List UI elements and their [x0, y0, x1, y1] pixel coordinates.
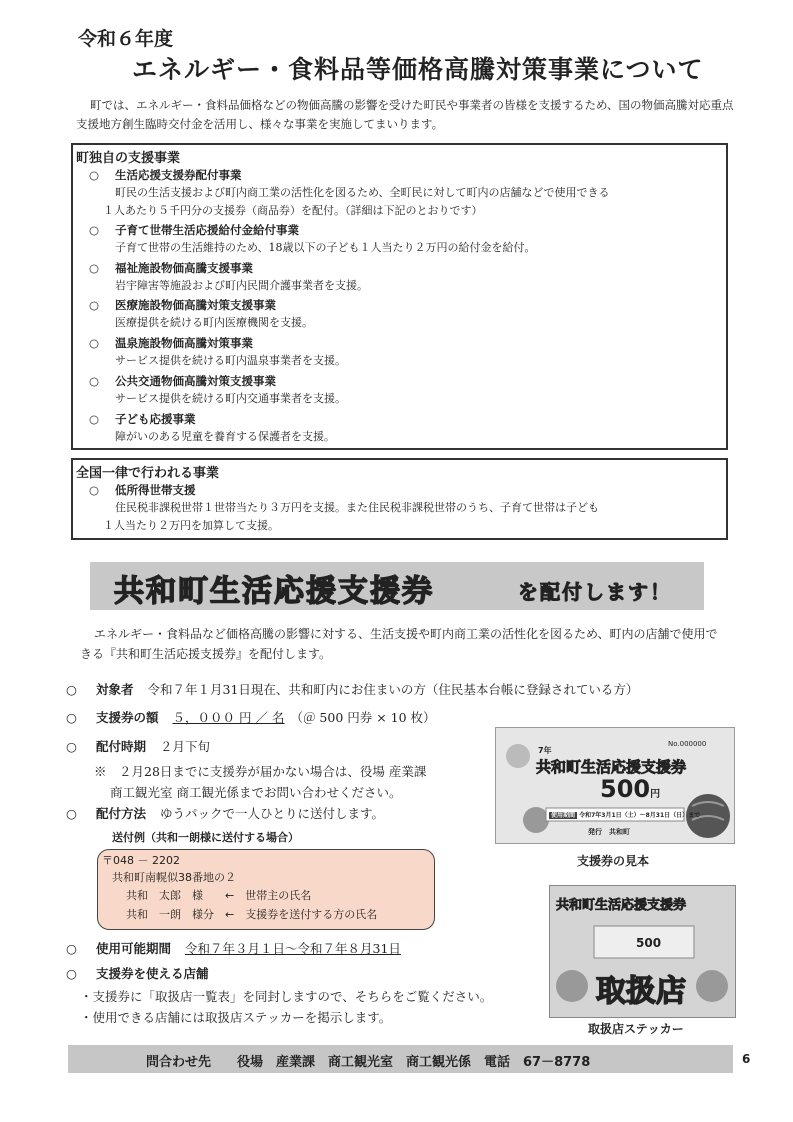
national-item-title: ○ 低所得世帯支援: [89, 483, 196, 497]
target-label: 対象者: [96, 682, 134, 697]
bullet-icon: ○: [89, 374, 100, 388]
coupon-sample-image: [495, 727, 735, 844]
bullet-icon: ○: [66, 966, 77, 981]
store-note-1: ・支援券に「取扱店一覧表」を同封しますので、そちらをご覧ください。: [80, 989, 493, 1004]
bullet-icon: ○: [89, 168, 100, 182]
period-label: 配付時期: [96, 739, 147, 754]
item-3-title: ○ 福祉施設物価高騰支援事業: [89, 261, 253, 275]
bullet-icon: ○: [66, 806, 77, 821]
store-sticker-image: [549, 885, 736, 1018]
ticket-name: 共和町生活応援支援券: [536, 758, 687, 776]
sticker-big-text: 取扱店: [596, 974, 686, 1009]
stores-label: 支援券を使える店舗: [96, 966, 209, 981]
address-line: 共和町南幌似38番地の２: [112, 871, 236, 884]
town-support-box: [71, 143, 728, 450]
coupon-intro: エネルギー・食料品など価格高騰の影響に対する、生活支援や町内商工業の活性化を図るため、町内の店舗で使用できる『共和町生活応援支援券』を配付します。: [80, 627, 718, 661]
item-1-desc: 町民の生活支援および町内商工業の活性化を図るため、全町民に対して町内の店舗などで使用できる: [115, 186, 610, 199]
period-note-1: ※ ２月28日までに支援券が届かない場合は、役場 産業課: [94, 764, 427, 779]
amount-note: （＠ 500 円券 × 10 枚）: [290, 710, 436, 725]
recipient-line: 共和 一朗 様分 ← 支援券を送付する方の氏名: [126, 908, 378, 921]
item-5-desc: サービス提供を続ける町内温泉事業者を支援。: [115, 354, 346, 367]
banner-main-text: 共和町生活応援支援券: [114, 574, 434, 609]
national-item-desc: 住民税非課税世帯１世帯当たり３万円を支援。また住民税非課税世帯のうち、子育て世帯は子ども: [115, 501, 599, 514]
item-4-title: ○ 医療施設物価高騰対策支援事業: [89, 298, 276, 312]
ticket-value: 500円: [600, 775, 661, 803]
period-row: [66, 737, 210, 755]
town-box-heading: 町独自の支援事業: [76, 151, 181, 166]
item-7-title: ○ 子ども応援事業: [89, 412, 196, 426]
intro-paragraph: 町では、エネルギー・食料品価格などの物価高騰の影響を受けた町民や事業者の皆様を支援するため、国の物価高騰対応重点支援地方創生臨時交付金を活用し、様々な事業を実施してまいります。: [76, 98, 734, 131]
household-head-line: 共和 太郎 様 ← 世帯主の氏名: [126, 889, 312, 902]
sticker-top-text: 共和町生活応援支援券: [556, 898, 687, 913]
national-box-heading: 全国一律で行われる事業: [76, 466, 220, 481]
store-note-2: ・使用できる店舗には取扱店ステッカーを掲示します。: [80, 1010, 392, 1025]
mascot-left-icon: [556, 970, 588, 1002]
logo-icon: [506, 744, 530, 768]
ticket-year-badge: 7年: [538, 746, 552, 755]
item-6-desc: サービス提供を続ける町内交通事業者を支援。: [115, 392, 346, 405]
national-item-desc-2: １人当たり２万円を加算して支援。: [103, 519, 279, 532]
period-note-2: 商工観光室 商工観光係までお問い合わせください。: [110, 785, 402, 800]
sticker-mini-value: 500: [636, 936, 662, 950]
item-2-desc: 子育て世帯の生活維持のため、18歳以下の子ども１人当たり２万円の給付金を給付。: [115, 241, 536, 254]
contact-info: 問合わせ先 役場 産業課 商工観光室 商工観光係 電話 67－8778: [146, 1055, 591, 1070]
amount-label: 支援券の額: [96, 710, 159, 725]
target-row: [66, 680, 638, 698]
target-value: 令和７年１月31日現在、共和町内にお住まいの方（住民基本台帳に登録されている方）: [147, 682, 639, 697]
item-1-desc-2: １人あたり５千円分の支援券（商品券）を配付。（詳細は下記のとおりです）: [103, 204, 483, 217]
item-5-title: ○ 温泉施設物価高騰対策事業: [89, 336, 253, 350]
page-title: エネルギー・食料品等価格高騰対策事業について: [132, 55, 704, 84]
bullet-icon: ○: [89, 261, 100, 275]
bullet-icon: ○: [66, 739, 77, 754]
period-value: ２月下旬: [160, 739, 211, 754]
bullet-icon: ○: [66, 682, 77, 697]
ticket-period: 使用期間 令和7年3月1日（土）～8月31日（日）まで: [551, 812, 701, 819]
bullet-icon: ○: [89, 336, 100, 350]
item-2-title: ○ 子育て世帯生活応援給付金給付事業: [89, 223, 299, 237]
method-row: [66, 804, 384, 822]
mascot-right-icon: [696, 970, 728, 1002]
item-6-title: ○ 公共交通物価高騰対策支援事業: [89, 374, 276, 388]
ticket-issuer: 発行 共和町: [588, 828, 630, 836]
bullet-icon: ○: [89, 223, 100, 237]
fiscal-year: 令和６年度: [78, 28, 174, 50]
item-7-desc: 障がいのある児童を養育する保護者を支援。: [115, 430, 335, 443]
ticket-serial: No.000000: [668, 740, 707, 748]
amount-value: ５，０００ 円 ／ 名: [172, 710, 285, 725]
coupon-banner: [90, 562, 704, 610]
stores-row: [66, 964, 223, 982]
mascot-icon: [523, 807, 549, 833]
usage-row: [66, 939, 401, 957]
usage-value: 令和７年３月１日～令和７年８月31日: [185, 941, 401, 956]
address-example: [97, 849, 435, 930]
coupon-sample-caption: 支援券の見本: [577, 854, 650, 868]
bullet-icon: ○: [89, 483, 100, 497]
contact-footer: [68, 1045, 733, 1073]
example-label: 送付例（共和一朗様に送付する場合）: [112, 831, 299, 844]
page-number: 6: [742, 1052, 751, 1066]
item-3-desc: 岩宇障害等施設および町内民間介護事業者を支援。: [115, 279, 368, 292]
item-4-desc: 医療提供を続ける町内医療機関を支援。: [115, 316, 313, 329]
item-1-title: ○ 生活応援支援券配付事業: [89, 168, 242, 182]
bullet-icon: ○: [66, 941, 77, 956]
amount-row: [66, 708, 436, 726]
national-support-box: [71, 458, 728, 540]
store-sticker-caption: 取扱店ステッカー: [588, 1022, 684, 1036]
usage-label: 使用可能期間: [96, 941, 172, 956]
method-label: 配付方法: [96, 806, 147, 821]
bullet-icon: ○: [89, 412, 100, 426]
bullet-icon: ○: [66, 710, 77, 725]
postal-code: 〒048 － 2202: [102, 854, 180, 867]
bullet-icon: ○: [89, 298, 100, 312]
method-value: ゆうパックで一人ひとりに送付します。: [160, 806, 385, 821]
banner-tail-text: を配付します！: [518, 580, 672, 604]
